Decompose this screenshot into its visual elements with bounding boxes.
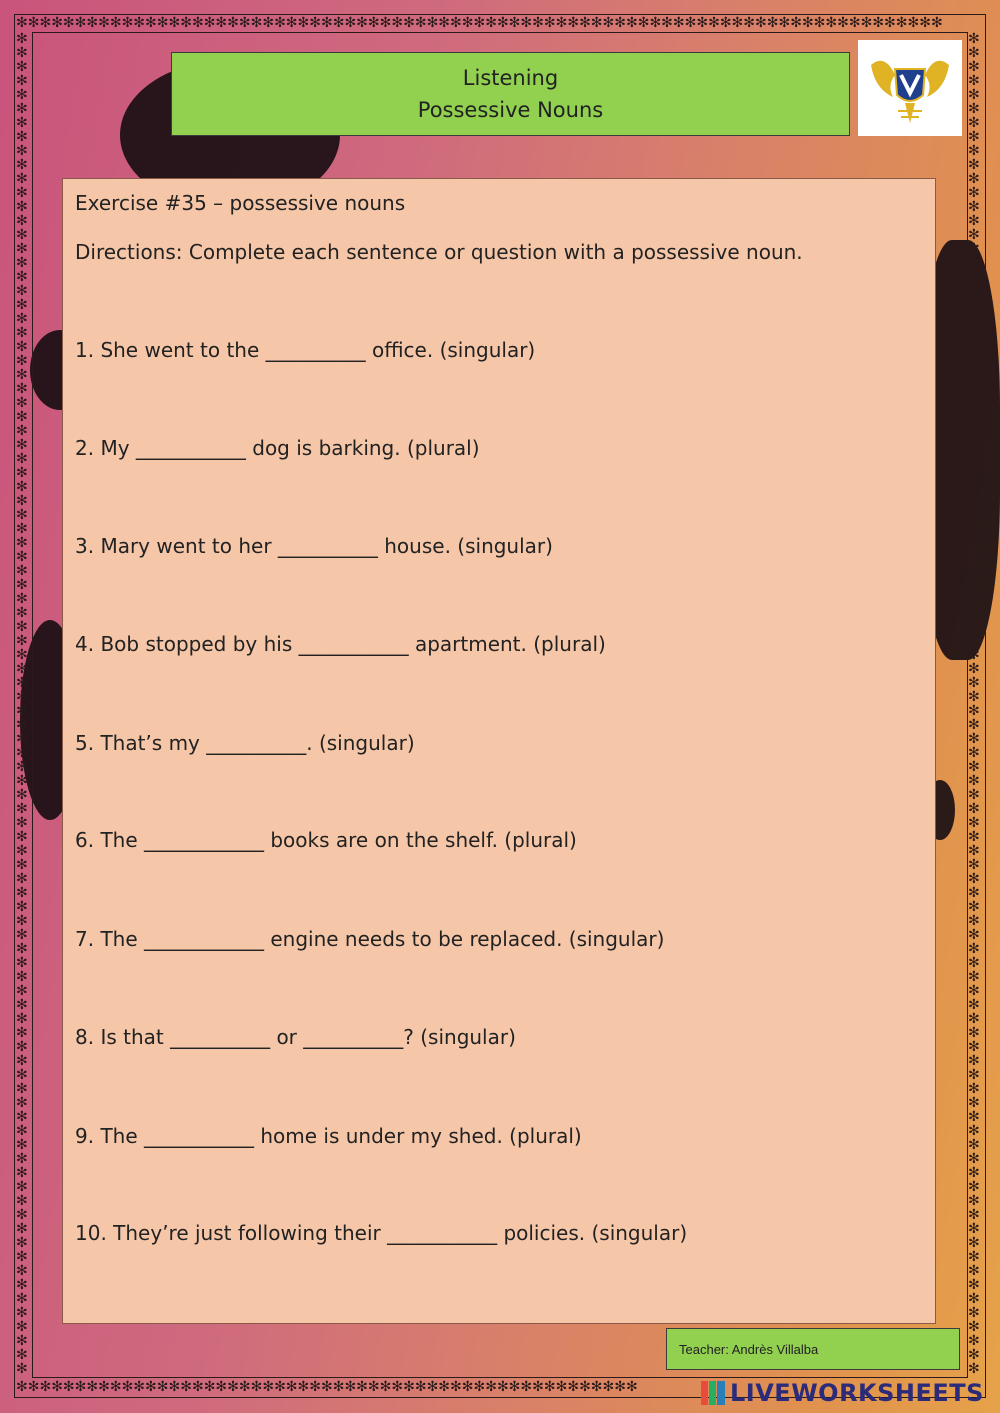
question-item: 9. The ___________ home is under my shed. (plural) — [75, 1124, 582, 1148]
border-top: ✻✻✻✻✻✻✻✻✻✻✻✻✻✻✻✻✻✻✻✻✻✻✻✻✻✻✻✻✻✻✻✻✻✻✻✻✻✻✻✻✻✻✻✻✻✻✻✻✻✻✻✻✻✻✻✻✻✻✻✻✻✻✻✻✻✻✻✻✻✻✻✻✻✻✻✻✻✻✻ — [16, 16, 943, 30]
header-line-2: Possessive Nouns — [417, 98, 604, 122]
question-item: 7. The ____________ engine needs to be replaced. (singular) — [75, 927, 665, 951]
question-item: 10. They’re just following their ___________ policies. (singular) — [75, 1221, 688, 1245]
exercise-panel — [62, 178, 936, 1324]
question-item: 1. She went to the __________ office. (singular) — [75, 338, 536, 362]
border-right: ✻✻✻✻✻✻✻✻✻✻✻✻✻✻✻✻✻✻✻✻✻✻✻✻✻✻✻✻✻✻✻✻✻✻✻✻✻✻✻✻✻✻✻✻✻✻✻✻✻✻✻✻✻✻✻✻✻✻✻✻✻✻✻✻✻✻✻✻✻✻✻✻✻✻✻✻✻✻✻✻✻✻✻✻✻✻✻✻✻✻✻✻✻✻✻✻ — [968, 32, 980, 1377]
border-bottom: ✻✻✻✻✻✻✻✻✻✻✻✻✻✻✻✻✻✻✻✻✻✻✻✻✻✻✻✻✻✻✻✻✻✻✻✻✻✻✻✻✻✻✻✻✻✻✻✻✻✻✻✻✻ — [16, 1380, 638, 1394]
question-item: 2. My ___________ dog is barking. (plural) — [75, 436, 480, 460]
liveworksheets-text: LIVEWORKSHEETS — [730, 1379, 984, 1407]
header-line-1: Listening — [462, 66, 559, 90]
school-logo — [858, 40, 962, 136]
liveworksheets-logo[interactable] — [700, 1376, 984, 1410]
teacher-credit — [666, 1328, 960, 1370]
question-item: 6. The ____________ books are on the shelf. (plural) — [75, 828, 577, 852]
shield-crest-icon — [865, 45, 955, 131]
teacher-name: Teacher: Andrès Villalba — [679, 1341, 819, 1357]
border-left: ✻✻✻✻✻✻✻✻✻✻✻✻✻✻✻✻✻✻✻✻✻✻✻✻✻✻✻✻✻✻✻✻✻✻✻✻✻✻✻✻✻✻✻✻✻✻✻✻✻✻✻✻✻✻✻✻✻✻✻✻✻✻✻✻✻✻✻✻✻✻✻✻✻✻✻✻✻✻✻✻✻✻✻✻✻✻✻✻✻✻✻✻✻✻✻✻ — [16, 32, 28, 1377]
question-item: 8. Is that __________ or __________? (singular) — [75, 1025, 516, 1049]
question-item: 4. Bob stopped by his ___________ apartment. (plural) — [75, 632, 606, 656]
liveworksheets-icon — [700, 1380, 726, 1406]
worksheet-header — [171, 52, 850, 136]
exercise-directions: Directions: Complete each sentence or question with a possessive noun. — [75, 240, 803, 264]
question-item: 5. That’s my __________. (singular) — [75, 731, 415, 755]
question-item: 3. Mary went to her __________ house. (singular) — [75, 534, 553, 558]
exercise-title: Exercise #35 – possessive nouns — [75, 191, 406, 215]
